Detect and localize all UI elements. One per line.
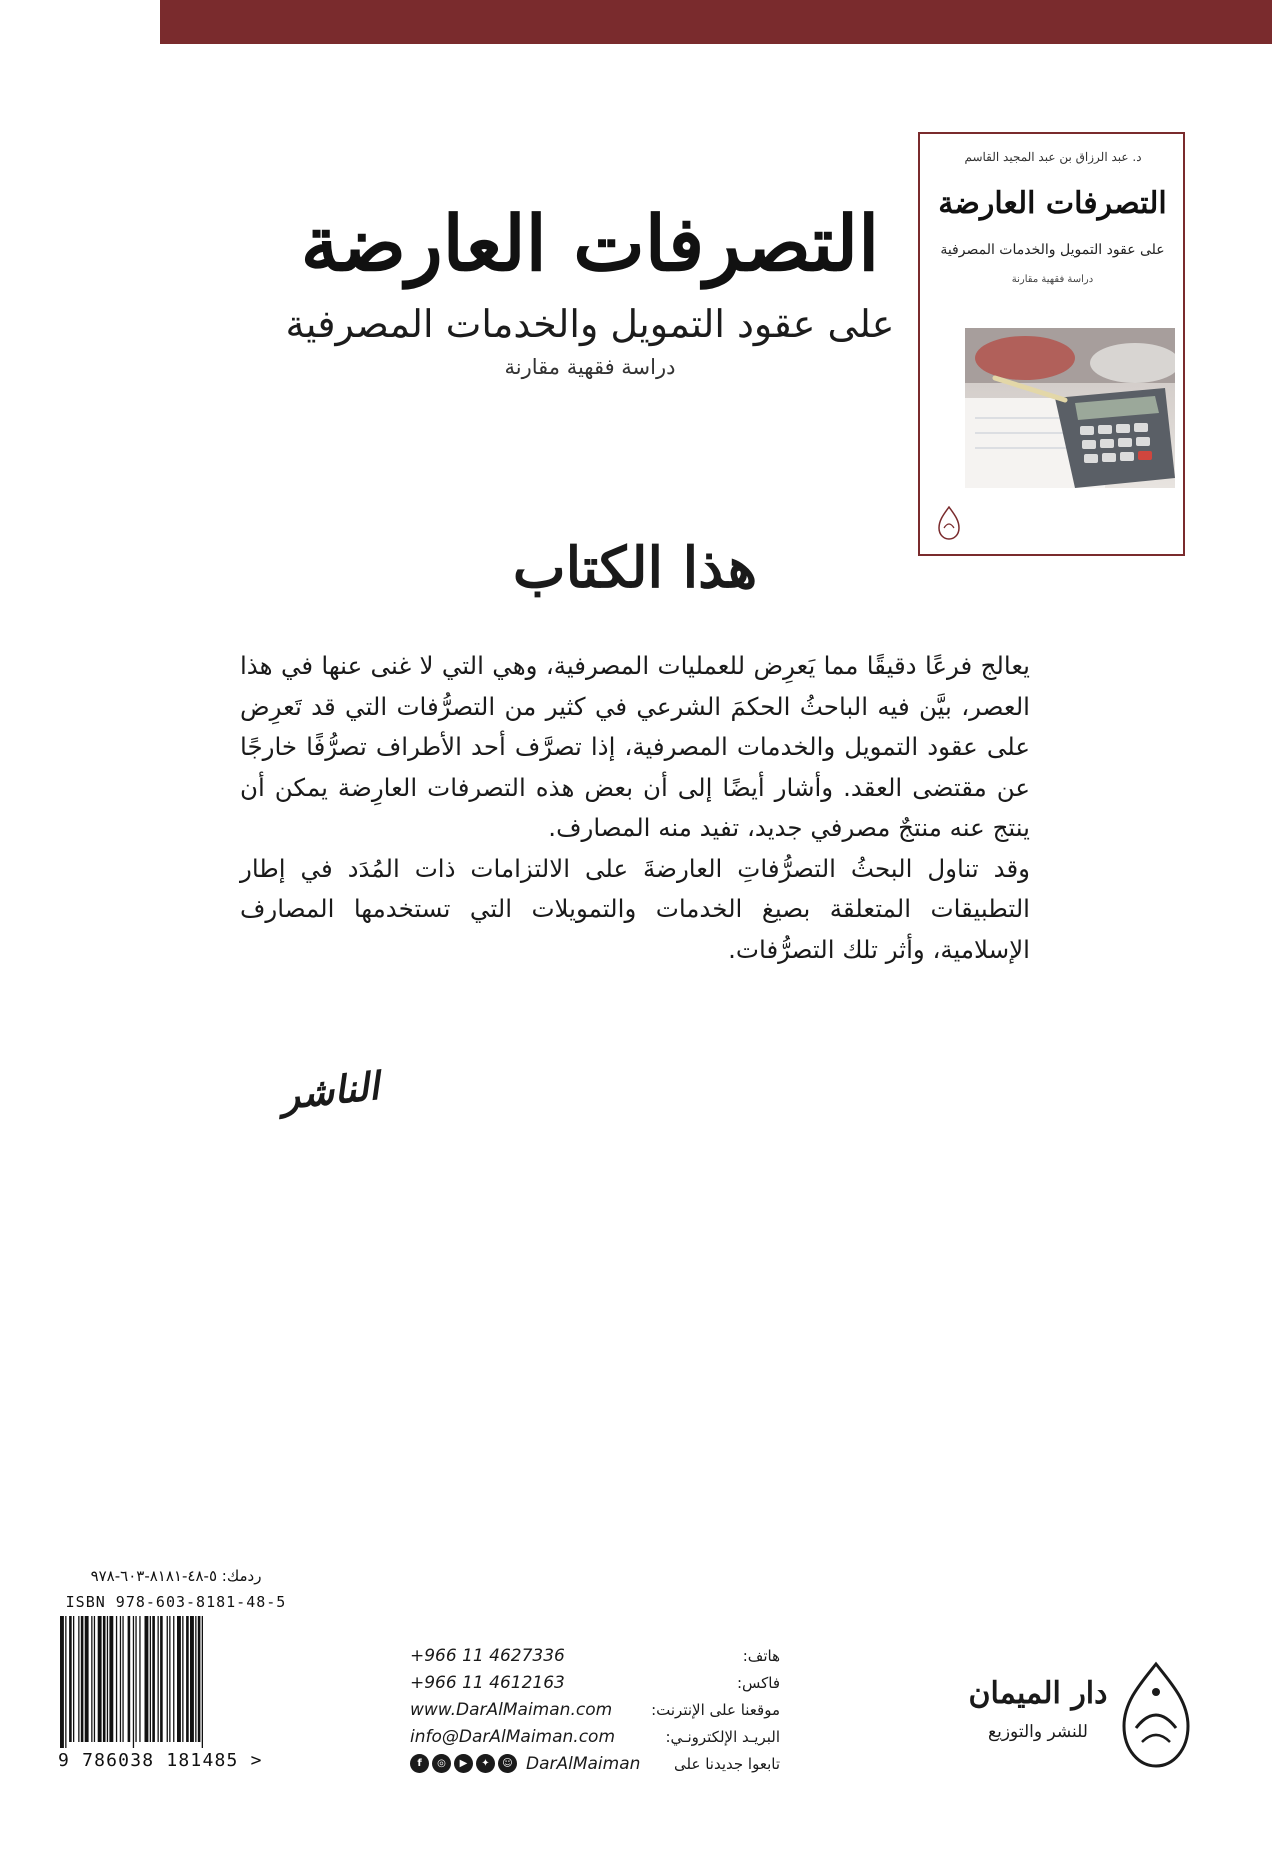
contact-row-phone xyxy=(410,1642,780,1669)
thumbnail-title: التصرفات العارضة xyxy=(938,186,1167,221)
fax-number: +966 11 4612163 xyxy=(410,1672,565,1693)
snapchat-icon[interactable]: ☺ xyxy=(498,1754,517,1773)
maiman-logo-icon xyxy=(938,506,960,544)
front-cover-thumbnail xyxy=(918,132,1185,556)
barcode-icon xyxy=(58,1616,294,1748)
contact-row-website xyxy=(410,1696,780,1723)
website-label: موقعنا على الإنترنت: xyxy=(651,1700,780,1719)
barcode-digits: 9 786038 181485 > xyxy=(58,1750,263,1771)
social-handle[interactable]: DarAlMaiman xyxy=(526,1753,641,1774)
book-description xyxy=(240,646,1030,970)
phone-label: هاتف: xyxy=(742,1646,780,1665)
social-links xyxy=(410,1754,640,1774)
isbn-latin: ISBN 978-603-8181-48-5 xyxy=(65,1593,287,1611)
contact-row-social xyxy=(410,1750,780,1777)
publisher-logo xyxy=(960,1658,1200,1768)
publisher-signature: الناشر xyxy=(278,1063,382,1118)
maiman-logo-icon xyxy=(1124,1664,1188,1766)
website-link[interactable]: www.DarAlMaiman.com xyxy=(410,1699,613,1720)
twitter-icon[interactable]: ✦ xyxy=(476,1754,495,1773)
book-title: التصرفات العارضة xyxy=(300,199,880,288)
facebook-icon[interactable]: f xyxy=(410,1754,429,1773)
fax-label: فاكس: xyxy=(736,1673,780,1692)
thumbnail-author: د. عبد الرزاق بن عبد المجيد القاسم xyxy=(964,150,1142,164)
description-paragraph: وقد تناول البحثُ التصرُّفاتِ العارضةَ على الالتزامات ذات المُدَد في إطار التطبيقات المتعلقة بصيغ الخدمات والتمويلات التي تستخدمها المصارف الإسلامية، وأثر تلك التصرُّفات. xyxy=(240,853,1030,964)
description-paragraph: يعالج فرعًا دقيقًا مما يَعرِض للعمليات المصرفية، وهي التي لا غنى عنها في هذا العصر، بيَّن فيه الباحثُ الحكمَ الشرعي في كثير من التصرُّفات التي قد تَعرِض على عقود التمويل والخدمات المصرفية، إذا تصرَّف أحد الأطراف تصرُّفًا خارجًا عن مقتضى العقد. وأشار أيضًا إلى أن بعض هذه التصرفات العارِضة يمكن أن ينتج عنه منتجٌ مصرفي جديد، تفيد منه المصارف. xyxy=(240,651,1030,842)
thumbnail-subtitle: على عقود التمويل والخدمات المصرفية xyxy=(940,242,1165,258)
contact-row-fax xyxy=(410,1669,780,1696)
contact-row-email xyxy=(410,1723,780,1750)
section-heading: هذا الكتاب xyxy=(512,535,758,601)
calculator-icon xyxy=(965,328,1175,488)
publisher-tagline: للنشر والتوزيع xyxy=(988,1722,1088,1742)
phone-number: +966 11 4627336 xyxy=(410,1645,565,1666)
publisher-name: دار الميمان xyxy=(968,1676,1108,1711)
email-label: البريـد الإلكترونـي: xyxy=(665,1727,780,1746)
title-block xyxy=(280,195,900,379)
top-color-band xyxy=(160,0,1272,44)
isbn-arabic: ردمك: ٥-٤٨-٨١٨١-٦٠٣-٩٧٨ xyxy=(90,1567,262,1585)
thumbnail-study-type: دراسة فقهية مقارنة xyxy=(1011,274,1094,285)
contact-block xyxy=(410,1642,780,1777)
study-type: دراسة فقهية مقارنة xyxy=(504,354,676,379)
follow-label: تابعوا جديدنا على xyxy=(674,1754,780,1773)
email-link[interactable]: info@DarAlMaiman.com xyxy=(410,1726,616,1747)
youtube-icon[interactable]: ▶ xyxy=(454,1754,473,1773)
book-subtitle: على عقود التمويل والخدمات المصرفية xyxy=(285,301,895,346)
instagram-icon[interactable]: ◎ xyxy=(432,1754,451,1773)
